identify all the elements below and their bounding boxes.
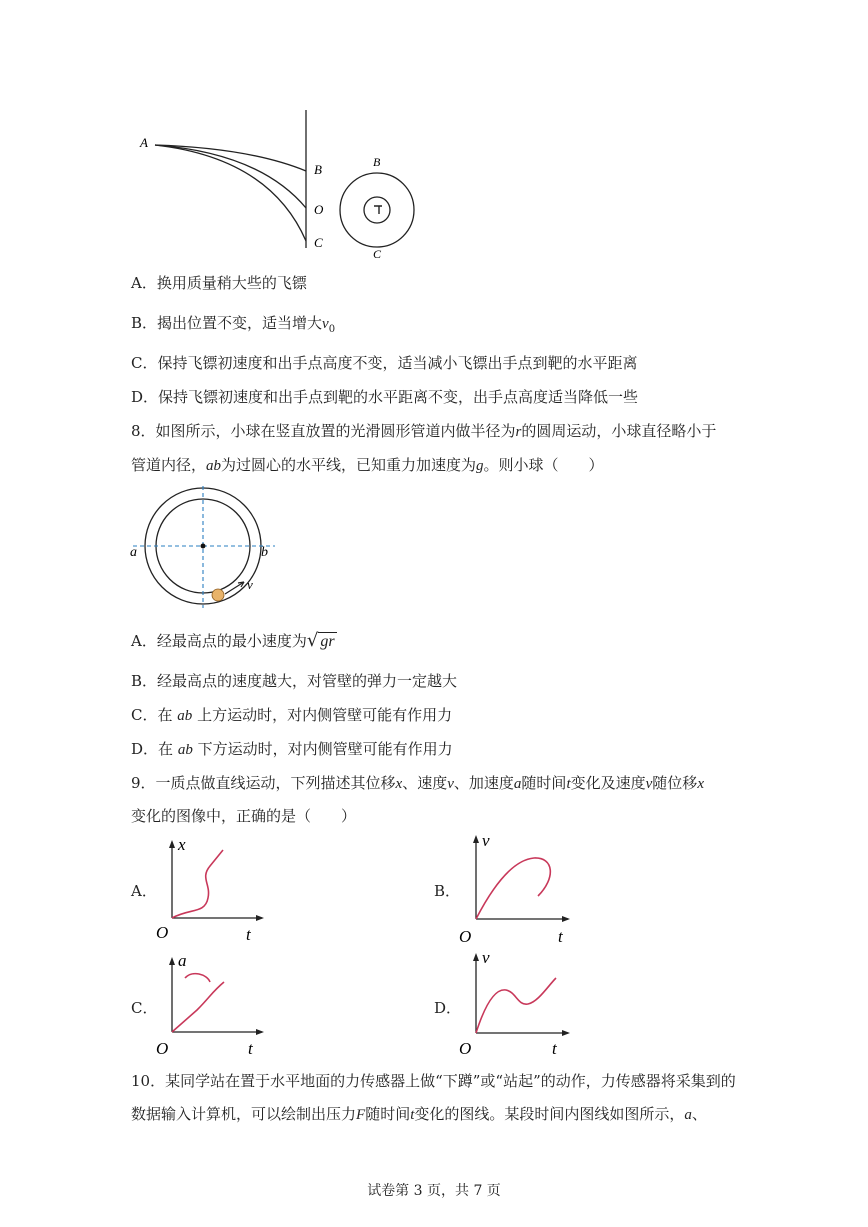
var-v: v — [447, 776, 454, 792]
option-text: 保持飞镖初速度和出手点到靶的水平距离不变，出手点高度适当降低一些 — [158, 388, 639, 406]
var-t: t — [410, 1107, 415, 1123]
stem-text: 管道内径， — [131, 456, 207, 474]
stem-text: 、加速度 — [453, 774, 514, 792]
graph-b-letter: B． — [434, 882, 461, 900]
origin-label: O — [156, 923, 169, 942]
var-a: a — [684, 1107, 692, 1123]
stem-text: 变化及速度 — [570, 774, 646, 792]
var-ab: ab — [177, 708, 193, 724]
option-letter: A． — [131, 632, 157, 650]
q10-stem-line1 — [131, 1071, 736, 1091]
x-axis-arrow — [256, 1029, 264, 1035]
stem-text: 8．如图所示，小球在竖直放置的光滑圆形管道内做半径为 — [131, 422, 516, 440]
stem-text: 、速度 — [402, 774, 448, 792]
label-v: v — [247, 577, 253, 592]
curve — [172, 850, 223, 918]
stem-text: 变化的图像中，正确的是（ ） — [131, 807, 357, 825]
sqrt-symbol: √ — [306, 630, 319, 651]
var-a: a — [513, 776, 522, 792]
var-subscript: 0 — [328, 324, 336, 335]
option-text: 在 — [158, 740, 174, 758]
q8-stem-line2 — [131, 455, 604, 476]
q7-option-b — [131, 313, 335, 340]
y-label: a — [178, 952, 187, 970]
curve — [476, 978, 556, 1033]
dart-figure — [130, 108, 430, 268]
y-axis-arrow — [169, 957, 175, 965]
target-label-b: B — [373, 155, 381, 169]
graph-c-letter: C． — [131, 999, 158, 1017]
graph-c — [152, 952, 277, 1058]
stem-text: 的圆周运动，小球直径略小于 — [521, 422, 717, 440]
curve — [476, 858, 550, 919]
option-text: 换用质量稍大些的飞镖 — [156, 274, 307, 292]
graph-a — [150, 836, 275, 944]
center-dot — [201, 544, 206, 549]
y-label: v — [482, 831, 490, 850]
option-text: 下方运动时，对内侧管壁可能有作用力 — [197, 740, 453, 758]
x-label: t — [246, 925, 251, 944]
var-v: v — [645, 776, 653, 792]
stem-text: 。则小球（ ） — [483, 456, 604, 474]
q10-stem-line2 — [131, 1104, 707, 1125]
curve — [172, 974, 224, 1032]
y-axis-arrow — [473, 953, 479, 961]
stem-text: 数据输入计算机，可以绘制出压力 — [131, 1105, 357, 1123]
var-x: x — [697, 776, 704, 792]
y-axis-arrow — [169, 840, 175, 848]
graph-a-letter: A． — [131, 882, 157, 900]
target-inner-ring — [364, 197, 390, 223]
tube-figure — [125, 486, 285, 611]
x-label: t — [558, 927, 563, 945]
var-g: g — [476, 458, 484, 474]
label-a: A — [140, 135, 148, 150]
label-c: C — [314, 235, 323, 250]
x-axis-arrow — [562, 916, 570, 922]
q8-stem-line1 — [131, 421, 716, 442]
option-letter: B． — [131, 672, 158, 690]
origin-label: O — [156, 1039, 169, 1058]
trajectory-o — [155, 145, 306, 208]
option-letter: D． — [131, 388, 159, 406]
graph-b — [456, 830, 581, 945]
stem-text: 10．某同学站在置于水平地面的力传感器上做“下蹲”或“站起”的动作，力传感器将采集到的 — [131, 1072, 736, 1090]
option-text: 经最高点的速度越大，对管壁的弹力一定越大 — [157, 672, 458, 690]
var-r: r — [515, 424, 522, 440]
y-label: v — [482, 948, 490, 967]
stem-text: 为过圆心的水平线，已知重力加速度为 — [221, 456, 477, 474]
q9-stem-line2 — [131, 806, 356, 826]
option-text: 揭出位置不变，适当增大 — [157, 314, 323, 332]
x-axis-arrow — [256, 915, 264, 921]
label-a: a — [130, 545, 137, 560]
label-b: B — [314, 162, 322, 177]
var-ab: ab — [206, 458, 222, 474]
velocity-arrow — [225, 582, 244, 594]
option-letter: D． — [131, 740, 159, 758]
y-label: x — [178, 836, 186, 854]
var-f: F — [356, 1107, 366, 1123]
option-text: 在 — [157, 706, 173, 724]
target-center-mark — [374, 206, 382, 214]
option-letter: B． — [131, 314, 158, 332]
var-v: v — [322, 316, 329, 332]
var-ab: ab — [177, 742, 193, 758]
option-letter: A． — [131, 274, 157, 292]
stem-text: 随时间 — [365, 1105, 411, 1123]
label-b: b — [261, 545, 268, 560]
q7-option-d — [131, 387, 638, 407]
q9-stem-line1 — [131, 773, 704, 794]
target-label-c: C — [373, 247, 382, 261]
graph-d — [456, 948, 581, 1060]
q8-option-b — [131, 671, 457, 691]
stem-text: 9．一质点做直线运动，下列描述其位移 — [131, 774, 396, 792]
q8-option-c — [131, 705, 452, 726]
target-outer-ring — [340, 173, 414, 247]
stem-text: 变化的图线。某段时间内图线如图所示， — [414, 1105, 685, 1123]
q8-option-d — [131, 739, 453, 760]
var-x: x — [395, 776, 403, 792]
q7-option-c — [131, 353, 638, 373]
y-axis-arrow — [473, 835, 479, 843]
graph-d-letter: D． — [434, 999, 462, 1017]
page-footer: 试卷第 3 页，共 7 页 — [367, 1183, 501, 1199]
option-text: 经最高点的最小速度为 — [156, 632, 307, 650]
option-text: 上方运动时，对内侧管壁可能有作用力 — [197, 706, 453, 724]
option-letter: C． — [131, 354, 158, 372]
q7-option-a — [131, 273, 307, 293]
var-t: t — [566, 776, 571, 792]
origin-label: O — [459, 1039, 472, 1058]
option-text: 保持飞镖初速度和出手点高度不变，适当减小飞镖出手点到靶的水平距离 — [157, 354, 638, 372]
ball — [212, 589, 224, 601]
q8-option-a — [131, 631, 337, 652]
option-letter: C． — [131, 706, 158, 724]
origin-label: O — [459, 927, 472, 945]
label-o: O — [314, 202, 324, 217]
sqrt-radicand: gr — [320, 633, 335, 650]
x-axis-arrow — [562, 1030, 570, 1036]
x-label: t — [552, 1039, 557, 1058]
stem-text: 、 — [691, 1105, 707, 1123]
x-label: t — [248, 1039, 253, 1058]
stem-text: 随时间 — [521, 774, 567, 792]
stem-text: 随位移 — [652, 774, 698, 792]
